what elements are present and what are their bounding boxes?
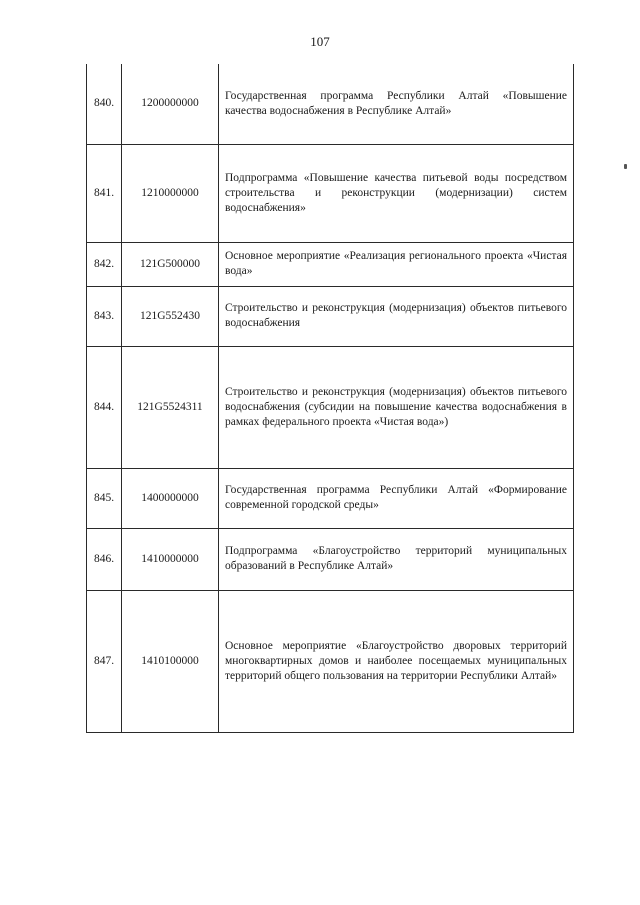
target-code: 121G500000 (122, 242, 219, 286)
table-row (87, 468, 574, 528)
target-code: 121G552430 (122, 286, 219, 346)
budget-classification-table (86, 64, 574, 733)
table-row (87, 590, 574, 732)
scan-speck (624, 164, 627, 169)
row-description: Основное мероприятие «Благоустройство дворовых территорий многоквартирных домов и наиболее посещаемых муниципальных территорий общего пользования на территории Республики Алтай» (219, 590, 574, 732)
row-description: Государственная программа Республики Алтай «Формирование современной городской среды» (219, 468, 574, 528)
row-number: 841. (87, 144, 122, 242)
target-code: 1410100000 (122, 590, 219, 732)
table-row (87, 64, 574, 144)
row-number: 843. (87, 286, 122, 346)
page-number: 107 (310, 34, 330, 49)
row-description: Основное мероприятие «Реализация регионального проекта «Чистая вода» (219, 242, 574, 286)
row-number: 846. (87, 528, 122, 590)
table-row (87, 144, 574, 242)
row-number: 840. (87, 64, 122, 144)
row-description: Строительство и реконструкция (модернизация) объектов питьевого водоснабжения (субсидии на повышение качества водоснабжения в рамках федерального проекта «Чистая вода») (219, 346, 574, 468)
row-description: Подпрограмма «Благоустройство территорий муниципальных образований в Республике Алтай» (219, 528, 574, 590)
table-row (87, 242, 574, 286)
target-code: 1200000000 (122, 64, 219, 144)
table-row (87, 528, 574, 590)
target-code: 1400000000 (122, 468, 219, 528)
row-description: Государственная программа Республики Алтай «Повышение качества водоснабжения в Республике Алтай» (219, 64, 574, 144)
target-code: 1410000000 (122, 528, 219, 590)
row-number: 845. (87, 468, 122, 528)
row-number: 847. (87, 590, 122, 732)
target-code: 1210000000 (122, 144, 219, 242)
row-number: 842. (87, 242, 122, 286)
target-code: 121G5524311 (122, 346, 219, 468)
table-row (87, 286, 574, 346)
table-row (87, 346, 574, 468)
row-description: Подпрограмма «Повышение качества питьевой воды посредством строительства и реконструкции (модернизации) систем водоснабжения» (219, 144, 574, 242)
row-number: 844. (87, 346, 122, 468)
row-description: Строительство и реконструкция (модернизация) объектов питьевого водоснабжения (219, 286, 574, 346)
